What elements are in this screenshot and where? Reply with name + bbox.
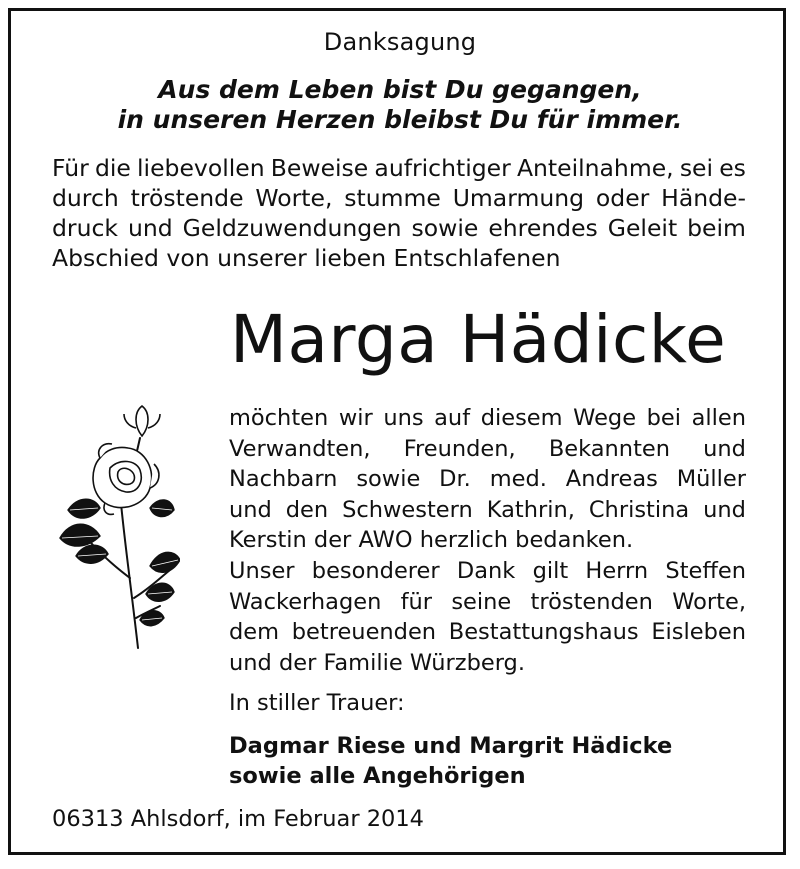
intro-line — [52, 153, 746, 183]
word: beim — [687, 214, 746, 242]
place-date: 06313 Ahlsdorf, im Februar 2014 — [52, 806, 424, 832]
word: uns — [383, 405, 424, 431]
word: Verwandten, — [229, 435, 371, 462]
word: wir — [338, 405, 373, 431]
word: Wege — [573, 405, 637, 431]
word: und — [127, 214, 173, 242]
word: ehrendes — [488, 214, 598, 242]
word: Steffen — [665, 557, 746, 584]
word: betreuenden — [291, 619, 437, 646]
word: Geleit — [607, 214, 678, 242]
mourners — [229, 731, 672, 791]
word: druck — [52, 214, 119, 242]
word: die — [94, 154, 131, 182]
rose-icon — [50, 398, 180, 658]
word: liebevollen — [137, 154, 265, 182]
word: Hände- — [661, 184, 746, 212]
motto-line: in unseren Herzen bleibst Du für immer. — [117, 105, 683, 134]
word: Worte, — [672, 588, 746, 615]
word: Anteilnahme, — [516, 154, 674, 182]
word: möchten — [229, 405, 329, 431]
thanks-line — [229, 495, 746, 526]
thanks-line: und der Familie Würzberg. — [229, 649, 525, 676]
thanks-line — [229, 587, 746, 618]
word: sei — [679, 154, 714, 182]
notice-heading: Danksagung — [323, 28, 477, 56]
word: und — [703, 435, 746, 462]
word: aufrichtiger — [374, 154, 511, 182]
motto — [0, 75, 800, 135]
word: Beweise — [270, 154, 369, 182]
word: Christina — [588, 496, 690, 523]
word: Geldzuwendungen — [182, 214, 402, 242]
intro-line — [52, 213, 746, 243]
intro-line: Abschied von unserer lieben Entschlafenen — [52, 244, 561, 272]
word: Schwestern — [342, 496, 473, 523]
word: diesem — [480, 405, 563, 431]
word: den — [285, 496, 329, 523]
thanks-line — [229, 434, 746, 465]
word: Wackerhagen — [229, 588, 382, 615]
word: besonderer — [311, 557, 440, 584]
word: Kathrin, — [486, 496, 575, 523]
word: gilt — [532, 557, 569, 584]
thanks-line — [229, 556, 746, 587]
word: Freunden, — [403, 435, 516, 462]
word: med. — [489, 466, 547, 493]
word: durch — [52, 184, 119, 212]
word: Dank — [456, 557, 516, 584]
word: Worte, — [255, 184, 333, 212]
word: Herrn — [585, 557, 649, 584]
word: seine — [451, 588, 512, 615]
thanks-line — [229, 403, 746, 434]
word: Eisleben — [651, 619, 746, 646]
word: Bekannten — [548, 435, 670, 462]
mourner-line: sowie alle Angehörigen — [229, 763, 526, 789]
thanks-line — [229, 464, 746, 495]
motto-line: Aus dem Leben bist Du gegangen, — [158, 75, 642, 104]
word: Dr. — [439, 466, 471, 493]
word: Für — [52, 154, 89, 182]
word: stumme — [344, 184, 441, 212]
word: tröstende — [130, 184, 244, 212]
word: Umarmung — [452, 184, 585, 212]
word: und — [229, 496, 272, 523]
word: und — [703, 496, 746, 523]
word: tröstenden — [530, 588, 653, 615]
word: auf — [434, 405, 471, 431]
deceased-name: Marga Hädicke — [230, 301, 727, 378]
thanks-paragraph — [229, 403, 746, 678]
word: sowie — [356, 466, 421, 493]
word: bei — [646, 405, 682, 431]
word: dem — [229, 619, 280, 646]
word: Unser — [229, 557, 295, 584]
word: Bestattungshaus — [448, 619, 639, 646]
word: es — [719, 154, 746, 182]
word: Müller — [676, 466, 746, 493]
thanks-line — [229, 617, 746, 648]
word: Nachbarn — [229, 466, 338, 493]
word: sowie — [411, 214, 479, 242]
mourning-label: In stiller Trauer: — [229, 690, 405, 716]
word: oder — [595, 184, 650, 212]
intro-line — [52, 183, 746, 213]
word: allen — [691, 405, 746, 431]
intro-paragraph — [52, 153, 746, 273]
word: für — [400, 588, 433, 615]
mourner-line: Dagmar Riese und Margrit Hädicke — [229, 733, 673, 759]
word: Andreas — [565, 466, 658, 493]
thanks-line: Kerstin der AWO herzlich bedanken. — [229, 527, 634, 554]
